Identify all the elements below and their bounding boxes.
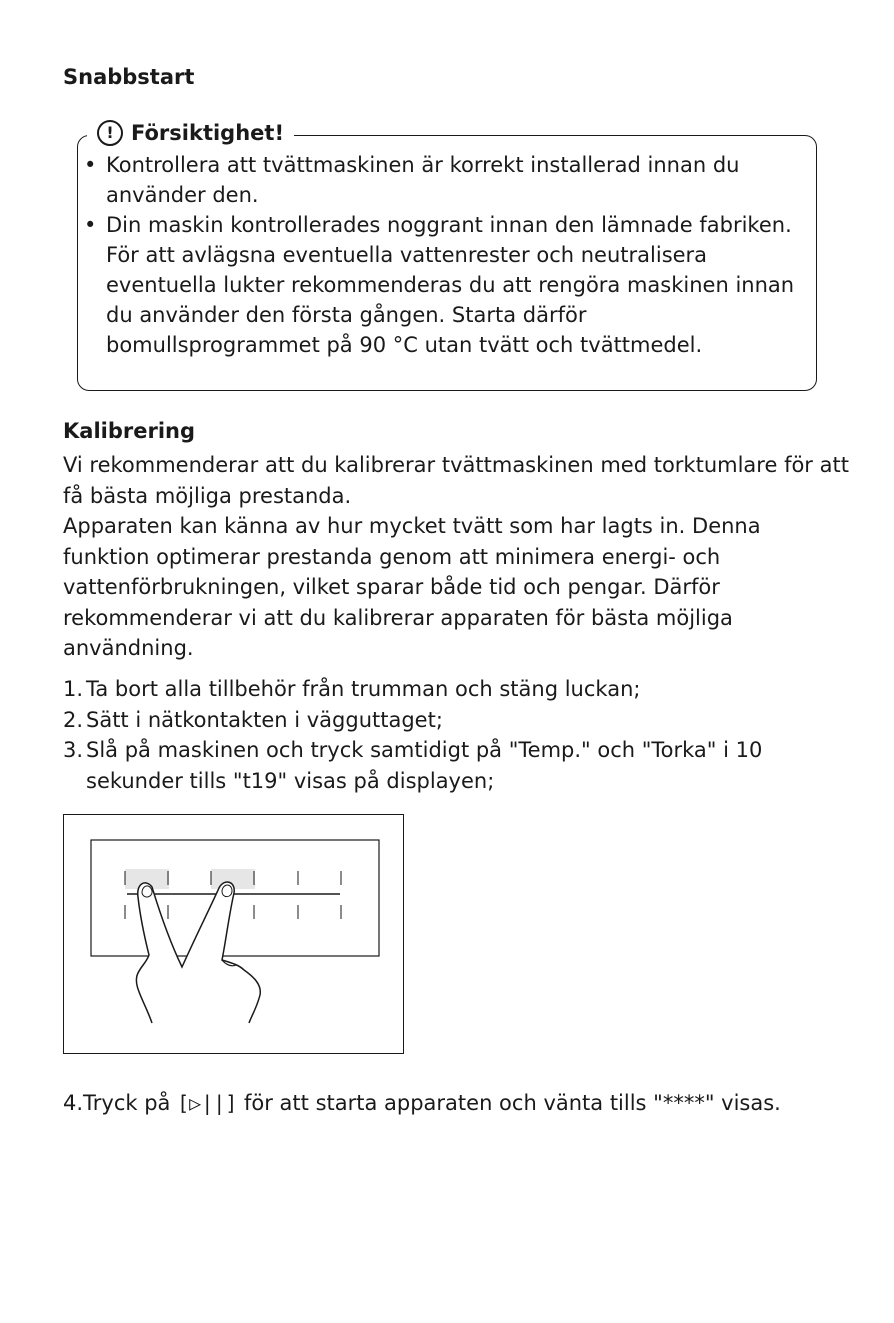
step-number: 3. — [63, 738, 84, 763]
play-pause-icon: [▷||] — [177, 1091, 238, 1115]
step-4-post: för att starta apparaten och vänta tills "****" visas. — [237, 1091, 781, 1115]
control-panel-illustration — [63, 814, 404, 1054]
calibration-intro: Vi rekommenderar att du kalibrerar tvättmaskinen med torktumlare för att få bästa möjliga prestanda. — [63, 453, 849, 508]
caution-bullet: • Din maskin kontrollerades noggrant innan den lämnade fabriken. För att avlägsna eventuella vattenrester och neutralisera eventuella lukter rekommenderas du att rengöra maskinen innan du använder den första gången. Starta därför bomullsprogrammet på 90 °C utan tvätt och tvättmedel. — [81, 210, 796, 360]
caution-list — [81, 150, 796, 360]
step-text: Slå på maskinen och tryck samtidigt på "Temp." och "Torka" i 10 sekunder tills "t19" visas på displayen; — [86, 738, 763, 793]
caution-bullet: • Kontrollera att tvättmaskinen är korrekt installerad innan du använder den. — [81, 150, 796, 210]
step-number: 1. — [63, 677, 84, 701]
caution-title: Försiktighet! — [131, 121, 285, 145]
heading-snabbstart: Snabbstart — [63, 65, 195, 89]
step-text: Sätt i nätkontakten i vägguttaget; — [86, 707, 443, 732]
step-item — [63, 674, 853, 705]
caution-header — [87, 116, 294, 150]
exclamation-circle-icon: ! — [97, 120, 123, 146]
calibration-steps — [63, 674, 853, 796]
step-text: Ta bort alla tillbehör från trumman och stäng luckan; — [86, 677, 641, 701]
step-number: 2. — [63, 707, 84, 732]
step-item — [63, 705, 853, 736]
calibration-description: Apparaten kan känna av hur mycket tvätt som har lagts in. Denna funktion optimerar prestanda genom att minimera energi- och vattenförbrukningen, vilket sparar både tid och pengar. Därför rekommenderar vi att du kalibrerar apparaten för bästa möjliga användning. — [63, 514, 761, 661]
step-number: 4. — [63, 1091, 84, 1115]
two-finger-press-illustration — [64, 815, 405, 1055]
step-4 — [63, 1088, 781, 1118]
heading-kalibrering: Kalibrering — [63, 419, 196, 443]
step-item — [63, 735, 853, 796]
step-4-pre: Tryck på — [83, 1091, 178, 1115]
